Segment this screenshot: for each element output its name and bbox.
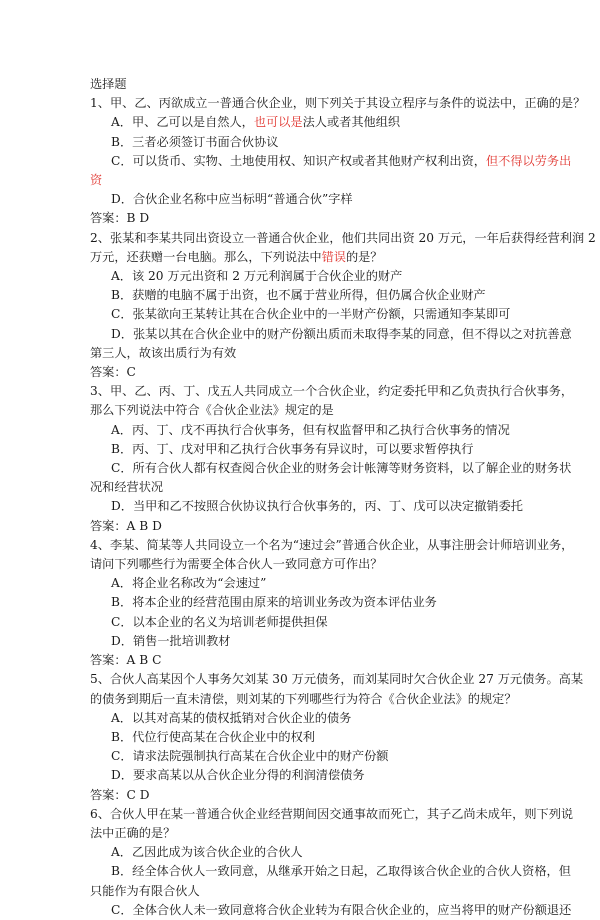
option-c: C．全体合伙人未一致同意将合伙企业转为有限合伙企业的，应当将甲的财产份额退还	[111, 902, 572, 917]
option-a: A．乙因此成为该合伙企业的合伙人	[111, 845, 303, 860]
answer: 答案：A B D	[90, 518, 162, 533]
option-a: A．丙、丁、戊不再执行合伙事务，但有权监督甲和乙执行合伙事务的情况	[111, 422, 510, 437]
question-stem: 6、合伙人甲在某一普通合伙企业经营期间因交通事故而死亡，其子乙尚未成年，则下列说	[90, 806, 574, 821]
option-d-continued: 第三人，故该出质行为有效	[90, 345, 237, 360]
option-c: C．请求法院强制执行高某在合伙企业中的财产份额	[111, 749, 389, 764]
question-stem: 5、合伙人高某因个人事务欠刘某 30 万元债务，而刘某同时欠合伙企业 27 万元债务。高某	[90, 672, 584, 687]
option-c-continued	[90, 171, 520, 190]
option-b: B．将本企业的经营范围由原来的培训业务改为资本评估业务	[111, 595, 437, 610]
option-text: 法人或者其他组织	[302, 115, 401, 130]
question-stem: 4、李某、简某等人共同设立一个名为“速过会”普通合伙企业，从事注册会计师培训业务，	[90, 537, 574, 552]
option-c: C．所有合伙人都有权查阅合伙企业的财务会计帐簿等财务资料，以了解企业的财务状	[111, 461, 572, 476]
highlight-text: 但不得以劳务出	[485, 153, 572, 168]
question-5	[90, 670, 584, 804]
question-stem-continued: 法中正确的是？	[90, 825, 176, 840]
option-a: A．将企业名称改为“会速过”	[111, 576, 267, 591]
question-stem: 3、甲、乙、丙、丁、戊五人共同成立一个合伙企业，约定委托甲和乙负责执行合伙事务，	[90, 384, 574, 399]
question-stem: 2、张某和李某共同出资设立一普通合伙企业，他们共同出资 20 万元，一年后获得经营利润 2	[90, 230, 596, 245]
option-c	[90, 152, 572, 171]
option-c: C．张某欲向王某转让其在合伙企业中的一半财产份额，只需通知李某即可	[111, 307, 511, 322]
option-d: D．合伙企业名称中应当标明“普通合伙”字样	[111, 192, 353, 207]
option-text: C．可以货币、实物、土地使用权、知识产权或者其他财产权利出资，	[111, 153, 486, 168]
option-a: A．该 20 万元出资和 2 万元利润属于合伙企业的财产	[111, 269, 403, 284]
option-c: C．以本企业的名义为培训老师提供担保	[111, 614, 328, 629]
question-stem-continued: 的债务到期后一直未清偿，则刘某的下列哪些行为符合《合伙企业法》的规定？	[90, 691, 517, 706]
answer: 答案：C D	[90, 787, 150, 802]
stem-text: 的是？	[345, 249, 383, 264]
answer: 答案：A B C	[90, 653, 162, 668]
question-2	[90, 229, 596, 383]
option-c-continued: 况和经营状况	[90, 480, 164, 495]
option-b: B．获赠的电脑不属于出资，也不属于营业所得，但仍属合伙企业财产	[111, 288, 486, 303]
option-b: B．经全体合伙人一致同意，从继承开始之日起，乙取得该合伙企业的合伙人资格，但	[111, 864, 571, 879]
option-b: B．三者必须签订书面合伙协议	[111, 134, 279, 149]
option-d: D．张某以其在合伙企业中的财产份额出质而未取得李某的同意，但不得以之对抗善意	[111, 326, 572, 341]
question-1	[90, 94, 586, 228]
option-d: D．销售一批培训教材	[111, 633, 231, 648]
highlight-text: 也可以是	[253, 115, 303, 130]
question-stem-continued: 那么下列说法中符合《合伙企业法》规定的是	[90, 403, 334, 418]
option-b: B．丙、丁、戊对甲和乙执行合伙事务有异议时，可以要求暂停执行	[111, 441, 474, 456]
stem-text: 万元，还获赠一台电脑。那么，下列说法中	[90, 249, 322, 264]
question-stem-continued: 请问下列哪些行为需要全体合伙人一致同意方可作出？	[90, 557, 383, 572]
question-3	[90, 382, 574, 536]
option-text: A．甲、乙可以是自然人，	[111, 115, 254, 130]
option-a: A．以其对高某的债权抵销对合伙企业的债务	[111, 710, 352, 725]
option-d: D．当甲和乙不按照合伙协议执行合伙事务的，丙、丁、戊可以决定撤销委托	[111, 499, 523, 514]
document-page	[90, 75, 596, 920]
answer: 答案：C	[90, 365, 136, 380]
option-b-continued: 只能作为有限合伙人	[90, 883, 200, 898]
option-d: D．要求高某以从合伙企业分得的利润清偿债务	[111, 768, 365, 783]
highlight-text: 资	[90, 173, 103, 188]
question-6	[90, 805, 574, 920]
section-title: 选择题	[90, 77, 127, 91]
question-stem: 1、甲、乙、丙欲成立一普通合伙企业，则下列关于其设立程序与条件的说法中，正确的是？	[90, 96, 586, 111]
answer: 答案：B D	[90, 211, 150, 226]
question-stem-continued	[90, 248, 520, 267]
option-b: B．代位行使高某在合伙企业中的权利	[111, 729, 315, 744]
question-4	[90, 536, 574, 670]
highlight-text: 错误	[321, 249, 346, 264]
option-a	[90, 113, 520, 132]
